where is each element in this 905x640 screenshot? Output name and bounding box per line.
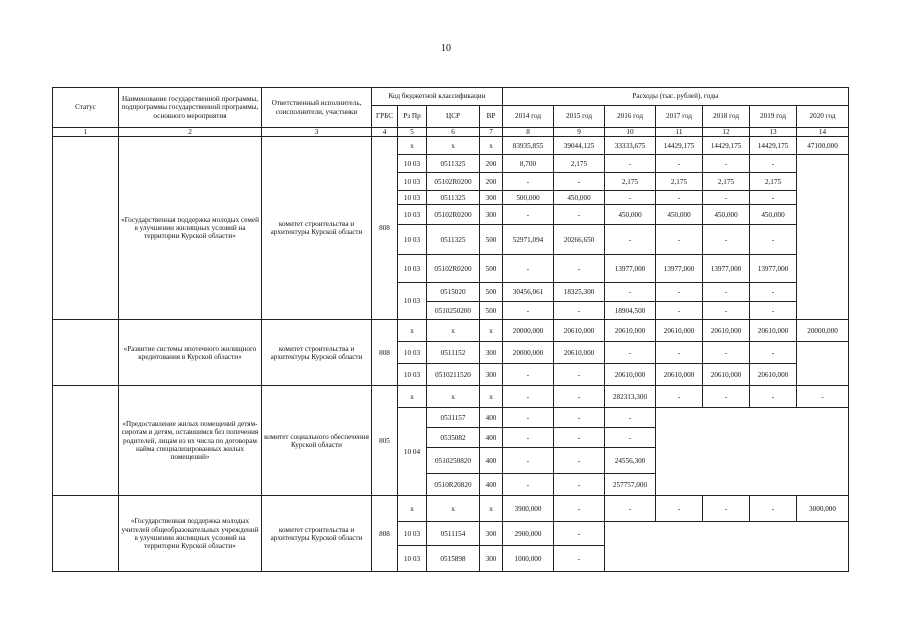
rzpr-cell: 10 03 — [398, 342, 427, 364]
value-cell: 20610,000 — [656, 320, 703, 342]
value-cell: 13977,000 — [656, 255, 703, 283]
value-cell: - — [605, 283, 656, 302]
col-number: 2 — [119, 128, 262, 137]
rzpr-cell: 10 03 — [398, 364, 427, 386]
value-cell: - — [503, 386, 554, 408]
col-number: 5 — [398, 128, 427, 137]
program-name: «Предоставление жилых помещений детям-сиротам и детям, оставшимся без попечения родителей, лицам из их числа по договорам найма специализированных жилых помещений» — [119, 386, 262, 496]
value-cell: 20266,650 — [554, 225, 605, 255]
value-cell: 2,175 — [750, 173, 797, 191]
value-cell: - — [656, 386, 703, 408]
table-row — [53, 320, 849, 342]
header-year: 2015 год — [554, 106, 605, 128]
col-number: 8 — [503, 128, 554, 137]
rzpr-cell: х — [398, 386, 427, 408]
value-cell: - — [605, 191, 656, 205]
col-number: 11 — [656, 128, 703, 137]
status-cell — [53, 137, 119, 320]
col-number: 3 — [262, 128, 372, 137]
vr-cell: 400 — [480, 448, 503, 474]
value-cell: - — [554, 428, 605, 448]
value-cell: - — [750, 225, 797, 255]
value-cell: - — [703, 342, 750, 364]
table-row — [53, 386, 849, 408]
csr-cell: 0535082 — [427, 428, 480, 448]
rzpr-cell: 10 03 — [398, 522, 427, 546]
header-year: 2020 год — [797, 106, 849, 128]
header-year: 2016 год — [605, 106, 656, 128]
col-number: 14 — [797, 128, 849, 137]
vr-cell: 400 — [480, 428, 503, 448]
value-cell: - — [750, 302, 797, 320]
value-cell: 20610,000 — [605, 320, 656, 342]
header-status: Статус — [53, 88, 119, 128]
value-cell: 257757,000 — [605, 474, 656, 496]
value-cell: - — [503, 428, 554, 448]
csr-cell: 0510250820 — [427, 448, 480, 474]
value-cell: - — [605, 428, 656, 448]
rzpr-cell: 10 03 — [398, 155, 427, 173]
value-cell: - — [554, 522, 605, 546]
value-cell: - — [554, 255, 605, 283]
empty-cell — [797, 342, 849, 386]
col-number: 6 — [427, 128, 480, 137]
col-number: 1 — [53, 128, 119, 137]
value-cell: - — [503, 448, 554, 474]
table-row — [53, 137, 849, 155]
value-cell: - — [503, 205, 554, 225]
vr-cell: 300 — [480, 364, 503, 386]
value-cell: 450,000 — [703, 205, 750, 225]
rzpr-cell: 10 03 — [398, 546, 427, 572]
csr-cell: 05102R0200 — [427, 255, 480, 283]
value-cell: 14429,175 — [750, 137, 797, 155]
responsible-executor: комитет строительства и архитектуры Курской области — [262, 320, 372, 386]
rzpr-cell: 10 03 — [398, 255, 427, 283]
value-cell: - — [503, 474, 554, 496]
vr-cell: 300 — [480, 522, 503, 546]
value-cell: - — [703, 155, 750, 173]
program-name: «Государственная поддержка молодых учителей общеобразовательных учреждений в улучшении жилищных условий на территории Курской области» — [119, 496, 262, 572]
responsible-executor: комитет строительства и архитектуры Курской области — [262, 137, 372, 320]
value-cell: 20610,000 — [750, 320, 797, 342]
value-cell: - — [605, 155, 656, 173]
csr-cell: 0510250200 — [427, 302, 480, 320]
value-cell: 282313,300 — [605, 386, 656, 408]
status-cell — [53, 320, 119, 386]
value-cell: 47100,000 — [797, 137, 849, 155]
rzpr-cell: 10 04 — [398, 408, 427, 496]
page-number: 10 — [441, 43, 451, 54]
value-cell: 8,700 — [503, 155, 554, 173]
value-cell: - — [703, 191, 750, 205]
grbs-code: 808 — [372, 320, 398, 386]
col-number: 9 — [554, 128, 605, 137]
value-cell: 39044,125 — [554, 137, 605, 155]
rzpr-cell: 10 03 — [398, 225, 427, 255]
program-name: «Развитие системы ипотечного жилищного кредитования в Курской области» — [119, 320, 262, 386]
value-cell: 450,000 — [605, 205, 656, 225]
rzpr-cell: х — [398, 320, 427, 342]
col-number: 13 — [750, 128, 797, 137]
rzpr-cell: 10 03 — [398, 205, 427, 225]
value-cell: - — [554, 364, 605, 386]
value-cell: 14429,175 — [656, 137, 703, 155]
rzpr-cell: 10 03 — [398, 191, 427, 205]
vr-cell: 400 — [480, 474, 503, 496]
vr-cell: 500 — [480, 225, 503, 255]
vr-cell: 300 — [480, 205, 503, 225]
value-cell: 20610,000 — [554, 342, 605, 364]
value-cell: 20000,000 — [503, 342, 554, 364]
value-cell: 20000,000 — [797, 320, 849, 342]
value-cell: 2,175 — [605, 173, 656, 191]
csr-cell: 0511325 — [427, 225, 480, 255]
value-cell: - — [554, 546, 605, 572]
header-year: 2019 год — [750, 106, 797, 128]
responsible-executor: комитет строительства и архитектуры Курской области — [262, 496, 372, 572]
value-cell: - — [554, 205, 605, 225]
value-cell: - — [656, 496, 703, 522]
value-cell: 14429,175 — [703, 137, 750, 155]
value-cell: 2900,000 — [503, 522, 554, 546]
vr-cell: 300 — [480, 342, 503, 364]
value-cell: - — [554, 173, 605, 191]
value-cell: 20610,000 — [703, 364, 750, 386]
rzpr-cell: х — [398, 496, 427, 522]
value-cell: 83935,855 — [503, 137, 554, 155]
value-cell: - — [503, 408, 554, 428]
csr-cell: 05102R0200 — [427, 173, 480, 191]
value-cell: 13977,000 — [605, 255, 656, 283]
value-cell: 2,175 — [656, 173, 703, 191]
csr-cell: 0511325 — [427, 155, 480, 173]
value-cell: - — [503, 364, 554, 386]
value-cell: - — [703, 302, 750, 320]
vr-cell: х — [480, 320, 503, 342]
col-number: 7 — [480, 128, 503, 137]
col-number: 4 — [372, 128, 398, 137]
header-budget-code: Код бюджетной классификации — [372, 88, 503, 106]
vr-cell: 500 — [480, 283, 503, 302]
value-cell: 20610,000 — [554, 320, 605, 342]
value-cell: 3000,000 — [797, 496, 849, 522]
value-cell: 20000,000 — [503, 320, 554, 342]
value-cell: - — [503, 173, 554, 191]
header-expenses: Расходы (тыс. рублей), годы — [503, 88, 849, 106]
value-cell: 1000,000 — [503, 546, 554, 572]
value-cell: - — [503, 302, 554, 320]
csr-cell: х — [427, 137, 480, 155]
header-year: 2018 год — [703, 106, 750, 128]
value-cell: - — [554, 386, 605, 408]
csr-cell: 0515898 — [427, 546, 480, 572]
header-year: 2014 год — [503, 106, 554, 128]
empty-cell — [605, 522, 849, 572]
header-grbs: ГРБС — [372, 106, 398, 128]
csr-cell: 05102R0200 — [427, 205, 480, 225]
value-cell: 3900,000 — [503, 496, 554, 522]
value-cell: 20610,000 — [703, 320, 750, 342]
value-cell: 2,175 — [703, 173, 750, 191]
empty-cell — [656, 408, 849, 496]
vr-cell: 400 — [480, 408, 503, 428]
budget-table — [52, 87, 849, 572]
grbs-code: 808 — [372, 137, 398, 320]
value-cell: - — [656, 283, 703, 302]
vr-cell: 500 — [480, 255, 503, 283]
value-cell: - — [605, 496, 656, 522]
header-vr: ВР — [480, 106, 503, 128]
value-cell: 450,000 — [656, 205, 703, 225]
value-cell: - — [554, 408, 605, 428]
vr-cell: х — [480, 137, 503, 155]
status-cell — [53, 386, 119, 496]
vr-cell: 500 — [480, 302, 503, 320]
value-cell: 18325,300 — [554, 283, 605, 302]
rzpr-cell: 10 03 — [398, 283, 427, 320]
vr-cell: 300 — [480, 191, 503, 205]
value-cell: - — [503, 255, 554, 283]
header-program-name: Наименование государственной программы, подпрограммы государственной программы, основного мероприятия — [119, 88, 262, 128]
header-year: 2017 год — [656, 106, 703, 128]
value-cell: 450,000 — [750, 205, 797, 225]
value-cell: - — [554, 448, 605, 474]
value-cell: - — [703, 496, 750, 522]
status-cell — [53, 496, 119, 572]
empty-cell — [797, 155, 849, 320]
value-cell: 20610,000 — [605, 364, 656, 386]
program-name: «Государственная поддержка молодых семей в улучшении жилищных условий на территории Курской области» — [119, 137, 262, 320]
value-cell: 30456,061 — [503, 283, 554, 302]
value-cell: - — [605, 408, 656, 428]
value-cell: - — [750, 283, 797, 302]
value-cell: 450,000 — [554, 191, 605, 205]
value-cell: 52971,094 — [503, 225, 554, 255]
value-cell: 18904,500 — [605, 302, 656, 320]
csr-cell: 0510211520 — [427, 364, 480, 386]
value-cell: - — [656, 155, 703, 173]
vr-cell: х — [480, 386, 503, 408]
header-responsible: Ответственный исполнитель, соисполнители, участники — [262, 88, 372, 128]
value-cell: - — [656, 342, 703, 364]
grbs-code: 805 — [372, 386, 398, 496]
csr-cell: х — [427, 496, 480, 522]
value-cell: - — [554, 302, 605, 320]
value-cell: - — [750, 191, 797, 205]
col-number: 10 — [605, 128, 656, 137]
value-cell: 24556,300 — [605, 448, 656, 474]
value-cell: - — [797, 386, 849, 408]
vr-cell: 200 — [480, 173, 503, 191]
csr-cell: 0511154 — [427, 522, 480, 546]
value-cell: 2,175 — [554, 155, 605, 173]
value-cell: 500,000 — [503, 191, 554, 205]
value-cell: - — [656, 191, 703, 205]
responsible-executor: комитет социального обеспечения Курской области — [262, 386, 372, 496]
value-cell: 13977,000 — [750, 255, 797, 283]
value-cell: - — [605, 225, 656, 255]
csr-cell: 0515020 — [427, 283, 480, 302]
header-rzpr: Рз Пр — [398, 106, 427, 128]
vr-cell: 300 — [480, 546, 503, 572]
vr-cell: х — [480, 496, 503, 522]
csr-cell: х — [427, 320, 480, 342]
csr-cell: х — [427, 386, 480, 408]
value-cell: - — [750, 155, 797, 173]
value-cell: - — [703, 225, 750, 255]
csr-cell: 0531157 — [427, 408, 480, 428]
vr-cell: 200 — [480, 155, 503, 173]
csr-cell: 0511325 — [427, 191, 480, 205]
value-cell: - — [750, 496, 797, 522]
value-cell: - — [703, 283, 750, 302]
csr-cell: 0511152 — [427, 342, 480, 364]
value-cell: - — [750, 386, 797, 408]
table-row — [53, 496, 849, 522]
value-cell: 33333,675 — [605, 137, 656, 155]
value-cell: - — [656, 302, 703, 320]
header-csr: ЦСР — [427, 106, 480, 128]
value-cell: 13977,000 — [703, 255, 750, 283]
value-cell: - — [554, 496, 605, 522]
csr-cell: 0510R20820 — [427, 474, 480, 496]
value-cell: 20610,000 — [656, 364, 703, 386]
value-cell: - — [703, 386, 750, 408]
rzpr-cell: 10 03 — [398, 173, 427, 191]
value-cell: - — [750, 342, 797, 364]
col-number: 12 — [703, 128, 750, 137]
grbs-code: 808 — [372, 496, 398, 572]
value-cell: - — [656, 225, 703, 255]
value-cell: - — [554, 474, 605, 496]
value-cell: 20610,000 — [750, 364, 797, 386]
rzpr-cell: х — [398, 137, 427, 155]
value-cell: - — [605, 342, 656, 364]
